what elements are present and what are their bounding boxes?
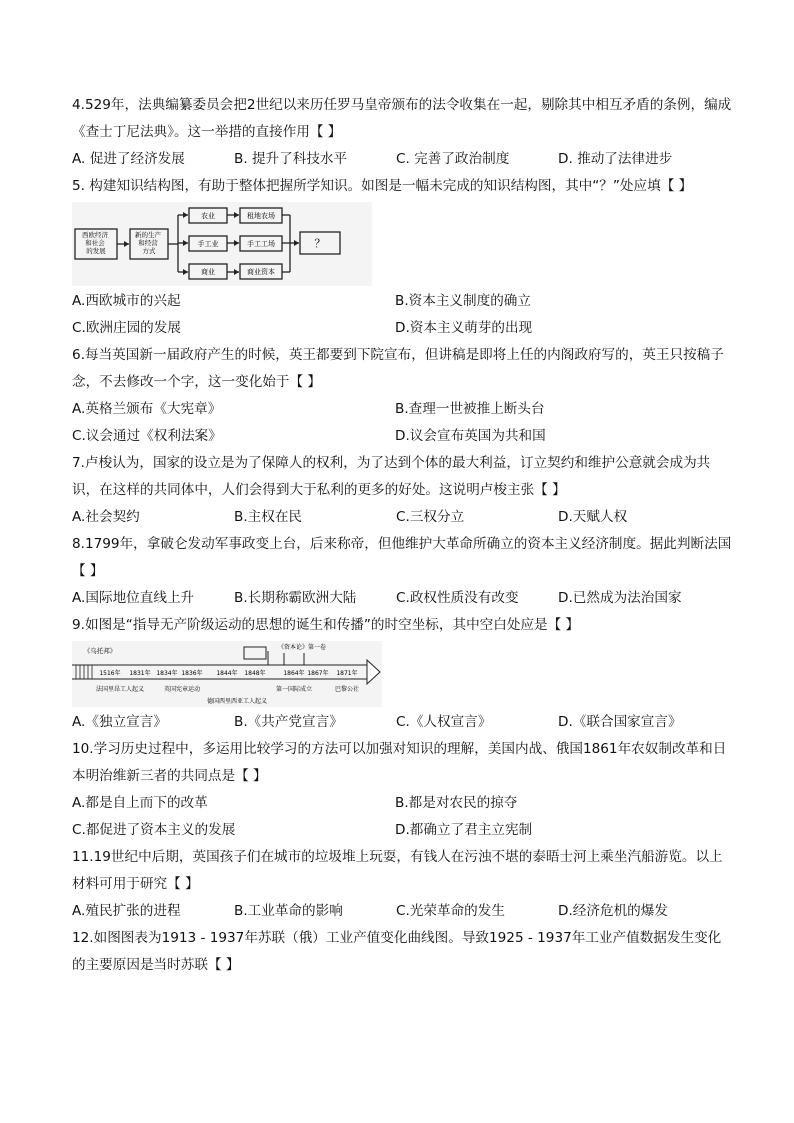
timeline-event: 德国西里西亚工人起义 [206,698,268,705]
option-c[interactable]: C.欧洲庄园的发展 [72,320,181,336]
timeline-year: 1836年 [181,670,203,677]
option-d[interactable]: D.经济危机的爆发 [558,903,668,919]
question-7-options [72,504,732,531]
option-c[interactable]: C.政权性质没有改变 [396,590,519,606]
question-4-options [72,146,732,173]
diagram-unknown-box: ？ [314,237,326,250]
exam-page [72,92,732,979]
option-c[interactable]: C.《人权宣言》 [396,714,492,730]
option-c[interactable]: C. 完善了政治制度 [396,151,510,167]
option-c[interactable]: C.议会通过《权利法案》 [72,428,222,444]
option-b[interactable]: B.都是对农民的掠夺 [395,795,518,811]
timeline-year: 1516年 [99,670,121,677]
question-12-stem: 12.如图图表为1913 - 1937年苏联（俄）工业产值变化曲线图。导致1925 - 1937年工业产值数据发生变化的主要原因是当时苏联【 】 [72,930,722,973]
option-a[interactable]: A.社会契约 [72,509,140,525]
question-7-stem: 7.卢梭认为，国家的设立是为了保障人的权利，为了达到个体的最大利益，订立契约和维护公意就会成为共识，在这样的共同体中，人们会得到大于私利的更多的好处。这说明卢梭主张【 】 [72,455,711,498]
option-d[interactable]: D.已然成为法治国家 [558,590,682,606]
timeline-svg [72,641,382,707]
question-5-stem: 5. 构建知识结构图，有助于整体把握所学知识。如图是一幅未完成的知识结构图，其中“？”处应填【 】 [72,178,693,194]
timeline-year: 1844年 [216,670,238,677]
question-6-options [72,396,732,450]
timeline-event: 法国里昂工人起义 [95,686,145,693]
diagram-col2-item: 商业资本 [247,268,275,276]
timeline-top-right-label: 《资本论》第一卷 [277,644,327,651]
option-c[interactable]: C.都促进了资本主义的发展 [72,822,236,838]
option-a[interactable]: A. 促进了经济发展 [72,151,185,167]
diagram-svg [72,202,372,286]
question-4-stem: 4.529年，法典编纂委员会把2世纪以来历任罗马皇帝颁布的法令收集在一起，剔除其中相互矛盾的条例，编成《查士丁尼法典》。这一举措的直接作用【 】 [72,97,732,140]
timeline-event: 巴黎公社 [334,686,360,693]
option-a[interactable]: A.殖民扩张的进程 [72,903,181,919]
option-d[interactable]: D.天赋人权 [558,509,628,525]
knowledge-structure-diagram [72,202,372,286]
diagram-col1-item: 手工业 [197,240,219,248]
option-a[interactable]: A.西欧城市的兴起 [72,293,181,309]
option-d[interactable]: D.都确立了君主立宪制 [395,822,533,838]
timeline-year: 1834年 [156,670,178,677]
question-8-options [72,585,732,612]
option-b[interactable]: B.长期称霸欧洲大陆 [234,590,357,606]
timeline-year: 1848年 [244,670,266,677]
option-d[interactable]: D.《联合国家宣言》 [558,714,682,730]
timeline-year: 1867年 [307,670,329,677]
diagram-col1-item: 农业 [201,212,215,220]
question-10-options [72,790,732,844]
option-d[interactable]: D.议会宣布英国为共和国 [395,428,546,444]
option-c[interactable]: C.光荣革命的发生 [396,903,505,919]
diagram-col2-item: 租地农场 [247,212,275,220]
question-10-stem: 10.学习历史过程中，多运用比较学习的方法可以加强对知识的理解，美国内战、俄国1861年农奴制改革和日本明治维新三者的共同点是【 】 [72,741,727,784]
option-a[interactable]: A.英格兰颁布《大宪章》 [72,401,222,417]
option-b[interactable]: B. 提升了科技水平 [234,151,348,167]
question-9-options [72,709,732,736]
option-a[interactable]: A.国际地位直线上升 [72,590,195,606]
timeline-year: 1871年 [336,670,358,677]
question-11-stem: 11.19世纪中后期，英国孩子们在城市的垃圾堆上玩耍，有钱人在污浊不堪的泰晤士河上乘坐汽船游览。以上材料可用于研究【 】 [72,849,723,892]
option-b[interactable]: B.《共产党宣言》 [234,714,343,730]
option-a[interactable]: A.《独立宣言》 [72,714,167,730]
question-11-options [72,898,732,925]
question-6-stem: 6.每当英国新一届政府产生的时候，英王都要到下院宣布，但讲稿是即将上任的内阁政府写的，英王只按稿子念，不去修改一个字，这一变化始于【 】 [72,347,724,390]
diagram-mid-line3: 方式 [142,247,156,255]
timeline-top-left-label: 《乌托邦》 [83,647,117,655]
option-b[interactable]: B.工业革命的影响 [234,903,343,919]
timeline-event: 英国宪章运动 [163,686,201,693]
option-b[interactable]: B.资本主义制度的确立 [395,293,531,309]
diagram-left-line3: 的发展 [86,247,106,255]
option-b[interactable]: B.查理一世被推上断头台 [395,401,545,417]
option-b[interactable]: B.主权在民 [234,509,303,525]
option-c[interactable]: C.三权分立 [396,509,465,525]
timeline-year: 1864年 [283,670,305,677]
option-d[interactable]: D. 推动了法律进步 [558,151,673,167]
diagram-mid-line1: 新的生产 [134,231,161,239]
question-9-stem: 9.如图是“指导无产阶级运动的思想的诞生和传播”的时空坐标，其中空白处应是【 】 [72,617,580,633]
diagram-col1-item: 商业 [201,268,215,276]
timeline-year: 1831年 [129,670,151,677]
option-d[interactable]: D.资本主义萌芽的出现 [395,320,533,336]
diagram-col2-item: 手工工场 [247,240,275,248]
timeline-event: 第一国际成立 [275,686,313,693]
option-a[interactable]: A.都是自上而下的改革 [72,795,208,811]
timeline-diagram [72,641,382,707]
question-8-stem: 8.1799年，拿破仑发动军事政变上台，后来称帝，但他维护大革命所确立的资本主义经济制度。据此判断法国【 】 [72,536,732,579]
diagram-mid-line2: 和经营 [138,239,158,247]
question-5-options [72,288,732,342]
diagram-left-line2: 和社会 [85,239,105,247]
diagram-left-line1: 西欧经济 [81,231,108,239]
